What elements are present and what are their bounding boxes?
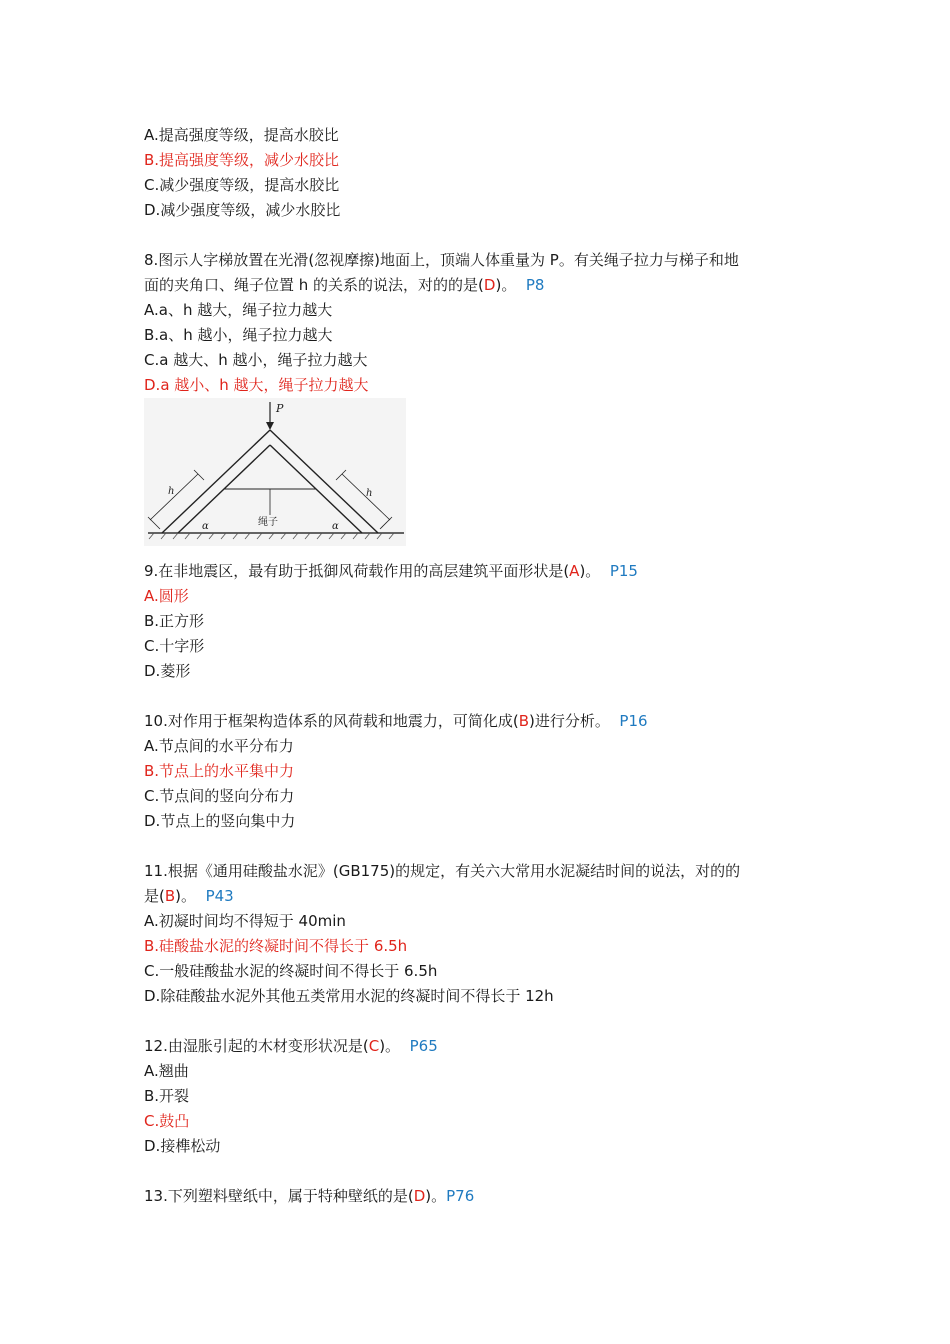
option-a-correct: A.圆形 bbox=[144, 587, 189, 605]
stem-text: 面的夹角口、绳子位置 h 的关系的说法，对的的是( bbox=[144, 276, 484, 294]
option-a: A.初凝时间均不得短于 40min bbox=[144, 912, 346, 930]
stem-text-end: )。 bbox=[495, 276, 517, 294]
stem-text-end: )。 bbox=[379, 1037, 401, 1055]
question-stem-cont bbox=[144, 884, 814, 909]
option-d: D.减少强度等级，减少水胶比 bbox=[144, 201, 341, 219]
option-b: B.a、h 越小，绳子拉力越大 bbox=[144, 326, 333, 344]
option-c: C.十字形 bbox=[144, 637, 205, 655]
question-stem: 11.根据《通用硅酸盐水泥》(GB175)的规定，有关六大常用水泥凝结时间的说法，对的的 bbox=[144, 862, 741, 880]
option-d-correct: D.a 越小、h 越大，绳子拉力越大 bbox=[144, 376, 369, 394]
option-c: C.一般硅酸盐水泥的终凝时间不得长于 6.5h bbox=[144, 962, 438, 980]
option-c: C.减少强度等级，提高水胶比 bbox=[144, 176, 340, 194]
option-a: A.a、h 越大，绳子拉力越大 bbox=[144, 301, 333, 319]
question-9 bbox=[144, 559, 814, 684]
question-stem bbox=[144, 559, 814, 584]
page-reference: P65 bbox=[409, 1037, 438, 1055]
answer-letter: C bbox=[368, 1037, 380, 1055]
answer-letter: B bbox=[164, 887, 176, 905]
option-b: B.正方形 bbox=[144, 612, 205, 630]
label-h-left: h bbox=[168, 486, 175, 497]
option-a: A.提高强度等级，提高水胶比 bbox=[144, 126, 339, 144]
answer-letter: D bbox=[413, 1187, 426, 1205]
answer-letter: D bbox=[483, 276, 496, 294]
question-stem bbox=[144, 1184, 814, 1209]
stem-text: 13.下列塑料壁纸中，属于特种壁纸的是( bbox=[144, 1187, 414, 1205]
page-reference: P8 bbox=[525, 276, 545, 294]
question-stem: 8.图示人字梯放置在光滑(忽视摩擦)地面上，顶端人体重量为 P。有关绳子拉力与梯子和地 bbox=[144, 251, 739, 269]
question-13 bbox=[144, 1184, 814, 1209]
stem-text: 9.在非地震区，最有助于抵御风荷载作用的高层建筑平面形状是( bbox=[144, 562, 570, 580]
answer-letter: B bbox=[518, 712, 530, 730]
question-stem-cont bbox=[144, 273, 814, 298]
question-10 bbox=[144, 709, 814, 834]
ladder-figure bbox=[144, 398, 406, 546]
label-rope: 绳子 bbox=[258, 517, 278, 528]
stem-text: 10.对作用于框架构造体系的风荷载和地震力，可简化成( bbox=[144, 712, 519, 730]
question-stem bbox=[144, 1034, 814, 1059]
option-a: A.翘曲 bbox=[144, 1062, 189, 1080]
page-reference: P43 bbox=[205, 887, 234, 905]
page-reference: P15 bbox=[609, 562, 638, 580]
question-12 bbox=[144, 1034, 814, 1159]
option-b-correct: B.节点上的水平集中力 bbox=[144, 762, 295, 780]
option-a: A.节点间的水平分布力 bbox=[144, 737, 294, 755]
stem-text-end: )。 bbox=[425, 1187, 447, 1205]
page-reference: P16 bbox=[619, 712, 648, 730]
option-d: D.菱形 bbox=[144, 662, 191, 680]
stem-text-end: )进行分析。 bbox=[529, 712, 610, 730]
question-7 bbox=[144, 123, 814, 223]
option-c: C.节点间的竖向分布力 bbox=[144, 787, 295, 805]
option-c-correct: C.鼓凸 bbox=[144, 1112, 190, 1130]
option-c: C.a 越大、h 越小，绳子拉力越大 bbox=[144, 351, 368, 369]
stem-text: 是( bbox=[144, 887, 165, 905]
option-b: B.开裂 bbox=[144, 1087, 190, 1105]
document-content bbox=[144, 123, 814, 1209]
stem-text-end: )。 bbox=[579, 562, 601, 580]
option-d: D.节点上的竖向集中力 bbox=[144, 812, 296, 830]
stem-text-end: )。 bbox=[175, 887, 197, 905]
option-d: D.除硅酸盐水泥外其他五类常用水泥的终凝时间不得长于 12h bbox=[144, 987, 554, 1005]
question-stem bbox=[144, 709, 814, 734]
stem-text: 12.由湿胀引起的木材变形状况是( bbox=[144, 1037, 369, 1055]
label-alpha-left: α bbox=[202, 521, 209, 532]
label-h-right: h bbox=[366, 488, 373, 499]
question-8 bbox=[144, 248, 814, 546]
option-d: D.接榫松动 bbox=[144, 1137, 221, 1155]
label-p: P bbox=[276, 402, 284, 415]
option-b-correct: B.硅酸盐水泥的终凝时间不得长于 6.5h bbox=[144, 937, 408, 955]
page-reference: P76 bbox=[446, 1187, 475, 1205]
question-11 bbox=[144, 859, 814, 1009]
answer-letter: A bbox=[569, 562, 580, 580]
label-alpha-right: α bbox=[332, 521, 339, 532]
option-b-correct: B.提高强度等级，减少水胶比 bbox=[144, 151, 340, 169]
